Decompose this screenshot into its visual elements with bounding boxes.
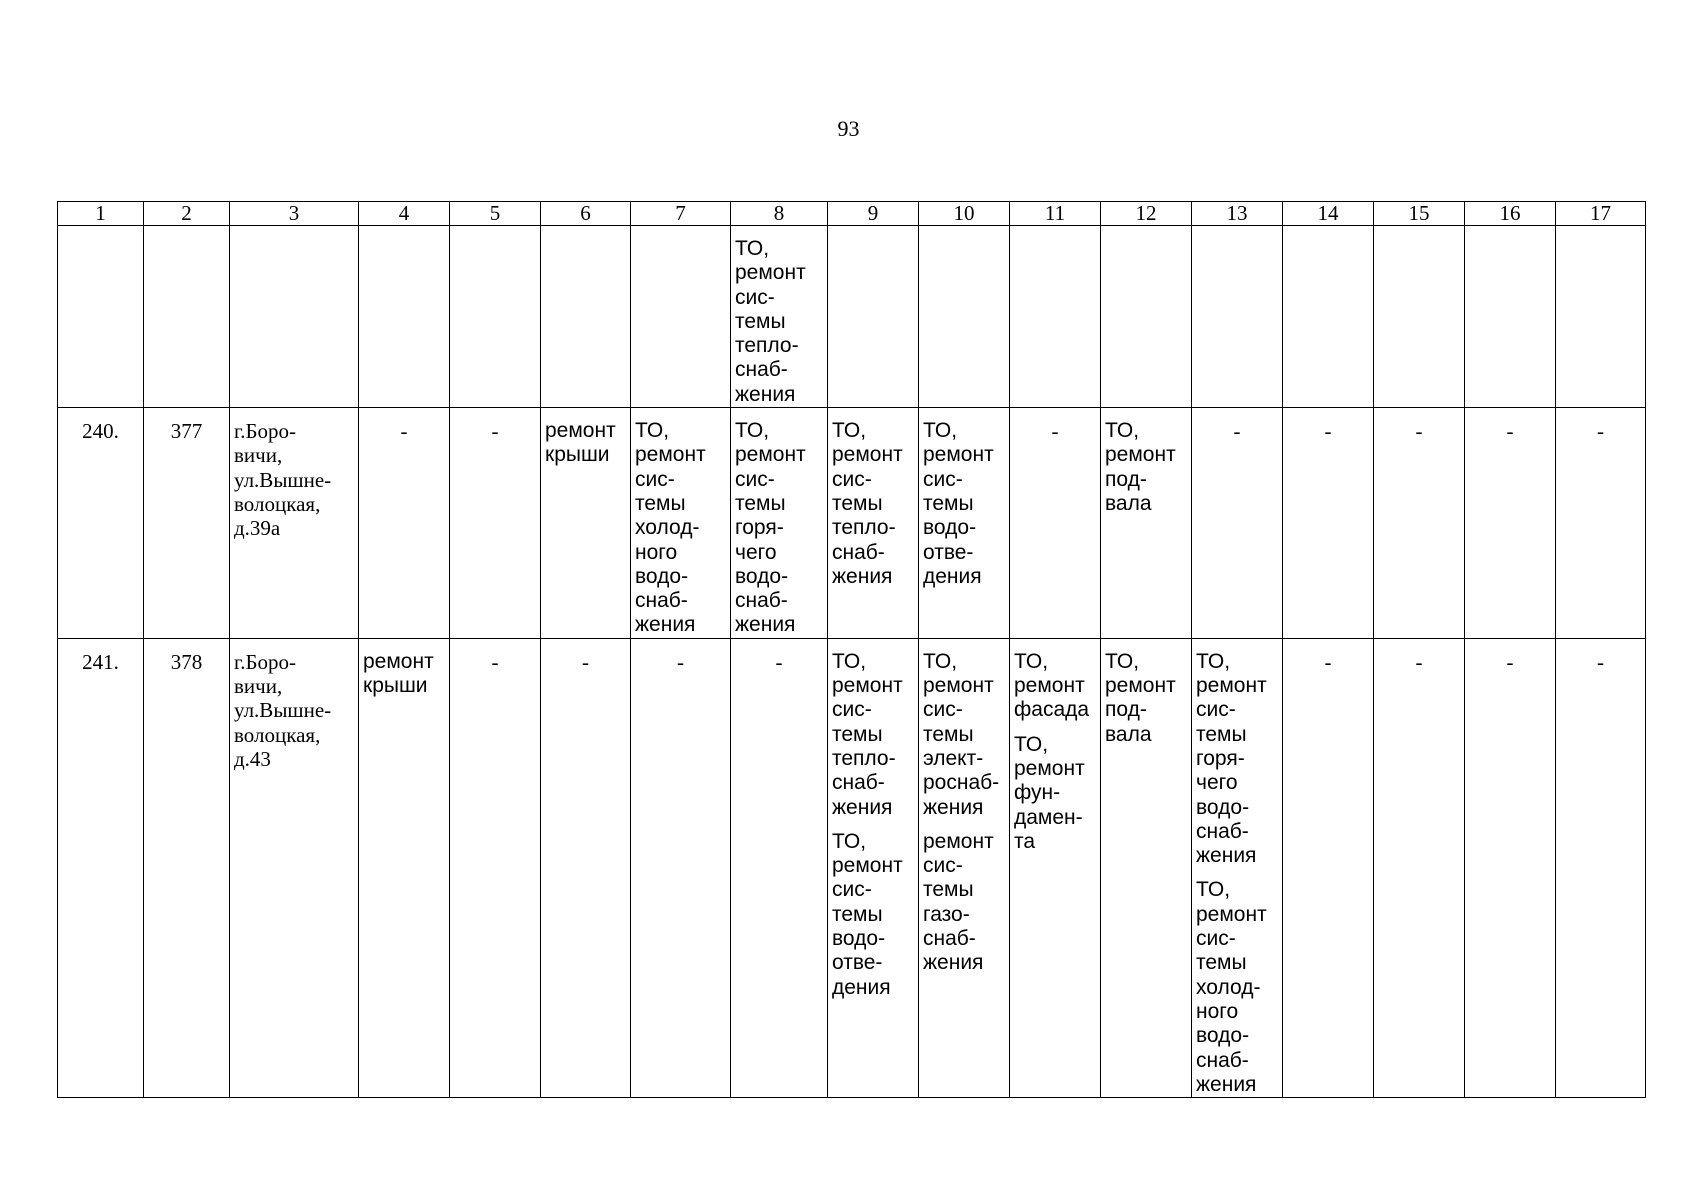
table-cell-col-12: [1101, 638, 1192, 1097]
column-header-15: 15: [1374, 202, 1465, 226]
table-cell-col-1: [58, 638, 144, 1097]
table-cell-col-12: [1101, 408, 1192, 639]
table-cell-col-7: [631, 226, 731, 408]
table-cell-col-15: [1374, 226, 1465, 408]
table-cell-col-7: [631, 408, 731, 639]
table-cell-col-8: [731, 226, 828, 408]
column-header-10: 10: [919, 202, 1010, 226]
table-cell-col-1: [58, 408, 144, 639]
table-cell-col-11: [1010, 408, 1101, 639]
cell-text: ТО, ремонт сис- темы тепло- снаб- жения: [735, 237, 806, 406]
table-cell-col-7: [631, 638, 731, 1097]
cell-text: 240.: [82, 419, 119, 444]
table-cell-col-2: [144, 226, 230, 408]
table-cell-col-3: [230, 638, 359, 1097]
cell-text: ТО, ремонт под- вала: [1105, 649, 1176, 746]
table-cell-col-4: [359, 638, 450, 1097]
column-header-6: 6: [541, 202, 631, 226]
works-table: [57, 201, 1646, 1098]
table-cell-col-17: [1556, 226, 1646, 408]
cell-text: -: [1051, 419, 1059, 444]
cell-text: ТО, ремонт под- вала: [1105, 419, 1176, 515]
table-body: [58, 202, 1646, 1098]
table-cell-col-8: [731, 638, 828, 1097]
cell-text: ТО, ремонт сис- темы холод- ного водо- снаб- жения: [1196, 878, 1267, 1096]
table-cell-col-13: [1192, 408, 1283, 639]
table-cell-col-14: [1283, 408, 1374, 639]
table-cell-col-14: [1283, 226, 1374, 408]
column-header-16: 16: [1465, 202, 1556, 226]
column-header-3: 3: [230, 202, 359, 226]
cell-text: 378: [170, 649, 203, 674]
table-cell-col-14: [1283, 638, 1374, 1097]
column-header-7: 7: [631, 202, 731, 226]
cell-text: -: [1597, 419, 1604, 444]
column-header-12: 12: [1101, 202, 1192, 226]
cell-text: ТО, ремонт фун- дамен- та: [1014, 732, 1085, 853]
column-header-14: 14: [1283, 202, 1374, 226]
column-header-4: 4: [359, 202, 450, 226]
table-cell-col-16: [1465, 638, 1556, 1097]
cell-text: -: [582, 649, 589, 674]
table-cell-col-9: [828, 226, 919, 408]
cell-text: ТО, ремонт фасада: [1014, 649, 1090, 722]
cell-text: -: [1324, 649, 1332, 674]
table-cell-col-6: [541, 408, 631, 639]
cell-text: г.Боро- вичи, ул.Вышне- волоцкая, д.39а: [234, 419, 332, 541]
table-cell-col-2: [144, 638, 230, 1097]
cell-text: -: [1415, 419, 1423, 444]
column-header-2: 2: [144, 202, 230, 226]
cell-text: ТО, ремонт сис- темы тепло- снаб- жения: [832, 649, 903, 819]
table-cell-col-11: [1010, 226, 1101, 408]
table-cell-col-6: [541, 638, 631, 1097]
table-cell-col-8: [731, 408, 828, 639]
column-header-9: 9: [828, 202, 919, 226]
column-header-13: 13: [1192, 202, 1283, 226]
cell-text: ремонт крыши: [363, 649, 434, 698]
table-cell-col-9: [828, 638, 919, 1097]
table-cell-col-15: [1374, 408, 1465, 639]
cell-text: -: [677, 649, 684, 674]
table-cell-col-17: [1556, 408, 1646, 639]
table-cell-col-15: [1374, 638, 1465, 1097]
table-row: [58, 226, 1646, 408]
cell-text: 241.: [82, 649, 119, 674]
column-header-1: 1: [58, 202, 144, 226]
cell-text: ТО, ремонт сис- темы тепло- снаб- жения: [832, 419, 903, 588]
cell-text: -: [1233, 419, 1241, 444]
cell-text: -: [491, 419, 499, 444]
cell-text: ТО, ремонт сис- темы горя- чего водо- снаб- жения: [1196, 649, 1267, 868]
table-cell-col-2: [144, 408, 230, 639]
table-cell-col-17: [1556, 638, 1646, 1097]
cell-text: -: [491, 649, 499, 674]
table-cell-col-5: [450, 638, 541, 1097]
table-cell-col-4: [359, 226, 450, 408]
table-cell-col-4: [359, 408, 450, 639]
cell-text: -: [1506, 649, 1514, 674]
table-cell-col-12: [1101, 226, 1192, 408]
table-cell-col-10: [919, 226, 1010, 408]
page-number: 93: [837, 116, 860, 141]
table-row: [58, 638, 1646, 1097]
table-cell-col-13: [1192, 638, 1283, 1097]
table-cell-col-3: [230, 408, 359, 639]
cell-text: ремонт сис- темы газо- снаб- жения: [923, 829, 994, 975]
cell-text: -: [1324, 419, 1332, 444]
table-cell-col-16: [1465, 408, 1556, 639]
cell-text: ТО, ремонт сис- темы холод- ного водо- снаб- жения: [635, 419, 706, 637]
cell-text: -: [1415, 649, 1423, 674]
cell-text: -: [400, 419, 408, 444]
table-cell-col-13: [1192, 226, 1283, 408]
cell-text: ТО, ремонт сис- темы водо- отве- дения: [832, 829, 903, 999]
cell-text: 377: [170, 419, 203, 444]
table-cell-col-9: [828, 408, 919, 639]
table-cell-col-11: [1010, 638, 1101, 1097]
column-header-5: 5: [450, 202, 541, 226]
cell-text: ТО, ремонт сис- темы водо- отве- дения: [923, 419, 994, 588]
table-cell-col-5: [450, 408, 541, 639]
table-cell-col-6: [541, 226, 631, 408]
table-row: [58, 408, 1646, 639]
column-header-11: 11: [1010, 202, 1101, 226]
table-cell-col-16: [1465, 226, 1556, 408]
header-row: [58, 202, 1646, 226]
table-cell-col-10: [919, 638, 1010, 1097]
cell-text: ТО, ремонт сис- темы горя- чего водо- снаб- жения: [735, 419, 806, 637]
cell-text: г.Боро- вичи, ул.Вышне- волоцкая, д.43: [234, 649, 332, 771]
column-header-8: 8: [731, 202, 828, 226]
table-cell-col-10: [919, 408, 1010, 639]
cell-text: -: [775, 649, 783, 674]
cell-text: ТО, ремонт сис- темы элект- роснаб- жения: [923, 649, 1000, 819]
cell-text: -: [1506, 419, 1514, 444]
cell-text: -: [1597, 649, 1604, 674]
table-cell-col-1: [58, 226, 144, 408]
column-header-17: 17: [1556, 202, 1646, 226]
cell-text: ремонт крыши: [545, 419, 616, 467]
table-cell-col-5: [450, 226, 541, 408]
table-cell-col-3: [230, 226, 359, 408]
